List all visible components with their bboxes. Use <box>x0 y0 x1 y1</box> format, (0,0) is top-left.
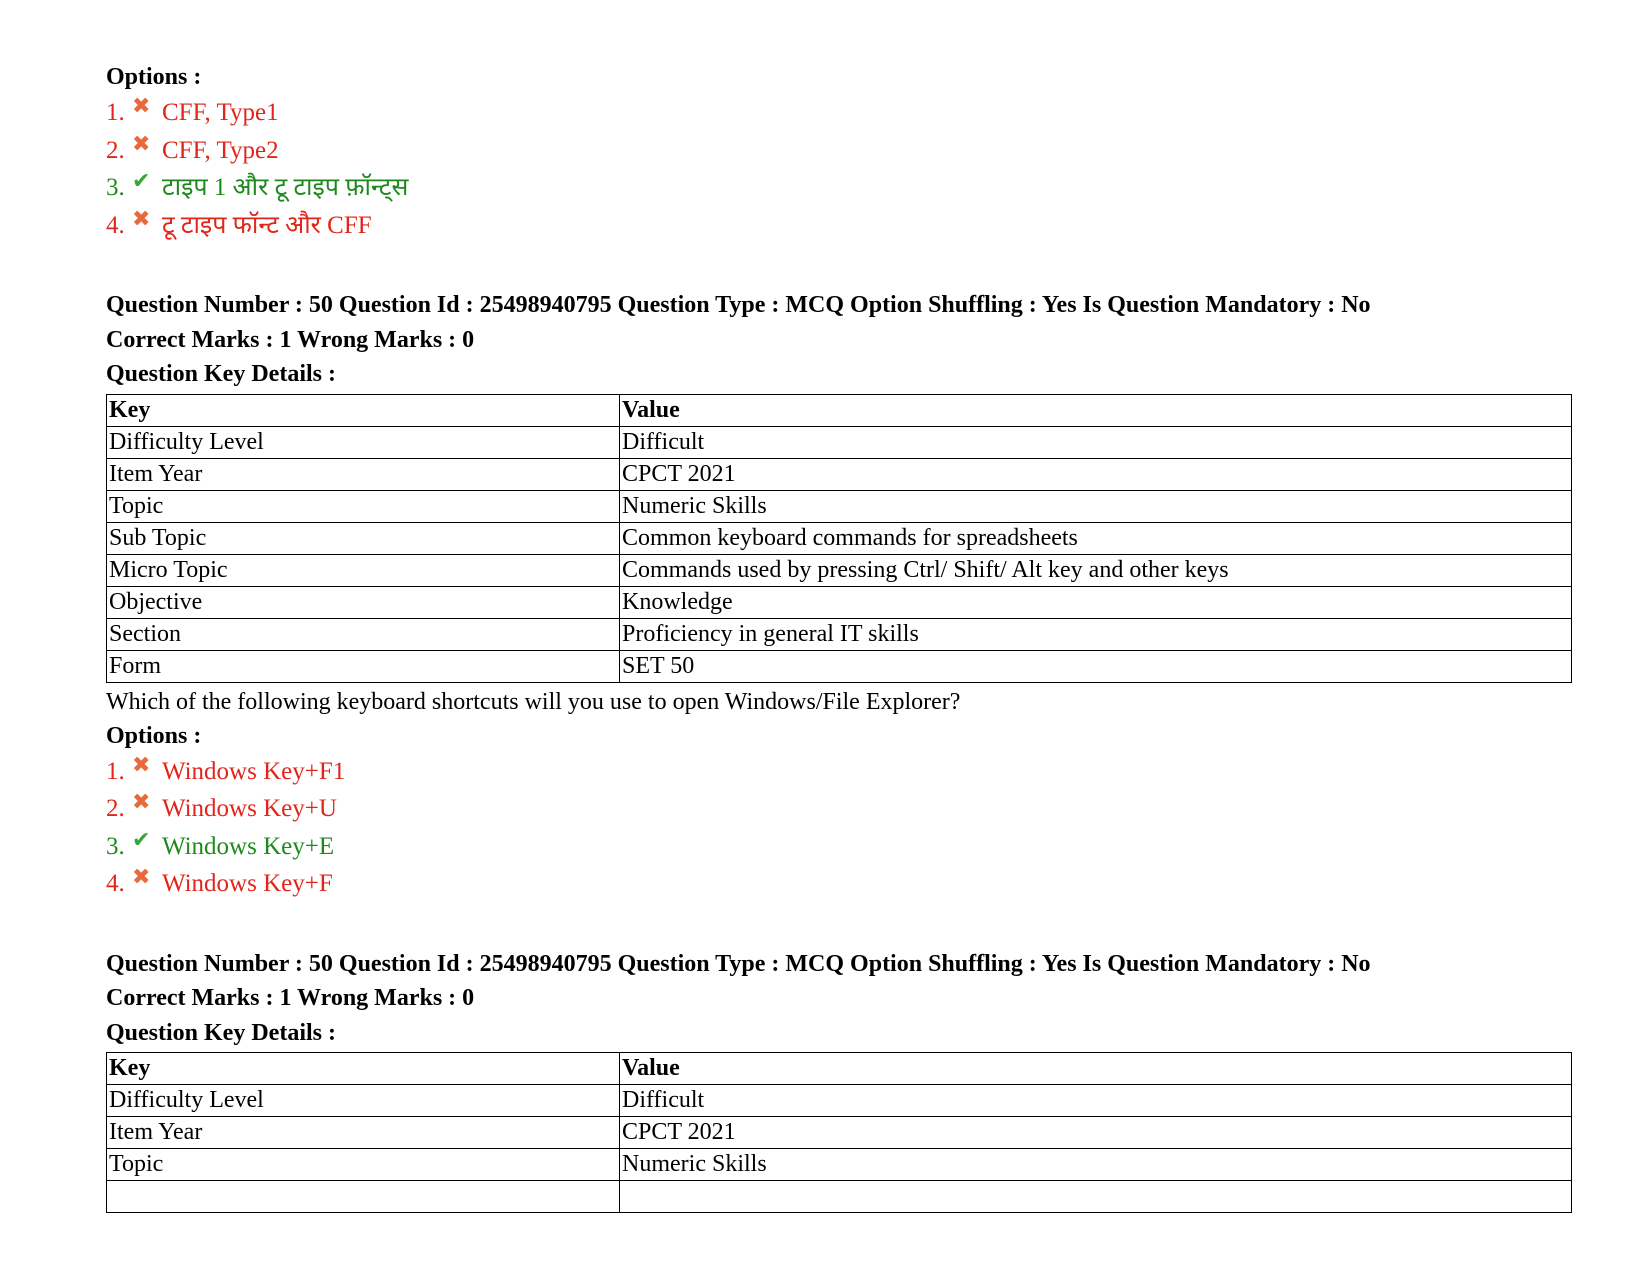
table-cell-key: Objective <box>107 586 620 618</box>
key-details-table <box>106 1052 1572 1213</box>
option-item <box>106 828 1576 866</box>
option-text: Windows Key+F <box>162 870 333 897</box>
key-details-table <box>106 394 1572 683</box>
table-row <box>107 490 1572 522</box>
document-page <box>106 60 1576 1213</box>
table-cell-key: Difficulty Level <box>107 426 620 458</box>
option-text: टाइप 1 और टू टाइप फ़ॉन्ट्स <box>162 174 409 201</box>
option-number: 4. <box>106 211 125 239</box>
option-item <box>106 207 1576 245</box>
cross-mark-icon: ✖ <box>132 205 151 231</box>
key-details-label: Question Key Details : <box>106 1019 336 1046</box>
marks-line: Correct Marks : 1 Wrong Marks : 0 <box>106 985 475 1011</box>
table-row <box>107 426 1572 458</box>
option-number: 4. <box>106 870 125 897</box>
options-label: Options : <box>106 722 202 749</box>
options-label: Options : <box>106 64 202 90</box>
option-number: 2. <box>106 795 125 822</box>
question-text: Which of the following keyboard shortcuts will you use to open Windows/File Explorer? <box>106 688 961 715</box>
option-text: Windows Key+F1 <box>162 757 346 785</box>
table-row <box>107 1085 1572 1117</box>
option-text: CFF, Type2 <box>162 136 279 164</box>
marks-line: Correct Marks : 1 Wrong Marks : 0 <box>106 326 475 353</box>
cross-mark-icon: ✖ <box>132 789 151 814</box>
table-cell-value: SET 50 <box>620 650 1572 682</box>
question-meta-line: Question Number : 50 Question Id : 25498940795 Question Type : MCQ Option Shuffling : Yes Is Question Mandatory : No <box>106 950 1371 977</box>
table-cell-key: Form <box>107 650 620 682</box>
key-details-label: Question Key Details : <box>106 361 336 387</box>
table-header-row <box>107 394 1572 426</box>
table-cell-key: Difficulty Level <box>107 1085 620 1117</box>
option-number: 2. <box>106 136 125 164</box>
table-cell-key: Micro Topic <box>107 554 620 586</box>
table-cell-value: Difficult <box>620 426 1572 458</box>
table-cell-value: Common keyboard commands for spreadsheets <box>620 522 1572 554</box>
option-item <box>106 94 1576 132</box>
table-row <box>107 458 1572 490</box>
table-row <box>107 554 1572 586</box>
cross-mark-icon: ✖ <box>132 864 151 889</box>
table-header-key: Key <box>107 394 620 426</box>
table-cell-value: Commands used by pressing Ctrl/ Shift/ Alt key and other keys <box>620 554 1572 586</box>
table-cell-value: Numeric Skills <box>620 490 1572 522</box>
table-cell-key: Topic <box>107 490 620 522</box>
table-row <box>107 1117 1572 1149</box>
table-cell-value: Proficiency in general IT skills <box>620 618 1572 650</box>
option-item <box>106 865 1576 903</box>
table-row <box>107 586 1572 618</box>
check-mark-icon: ✔ <box>132 168 151 193</box>
table-cell-key: Item Year <box>107 458 620 490</box>
table-cell-value: Numeric Skills <box>620 1149 1572 1181</box>
option-number: 3. <box>106 174 125 201</box>
option-number: 1. <box>106 757 125 785</box>
table-cell-key: Section <box>107 618 620 650</box>
option-item <box>106 169 1576 207</box>
option-item <box>106 753 1576 791</box>
question-block <box>106 288 1576 903</box>
table-header-value: Value <box>620 1053 1572 1085</box>
option-text: टू टाइप फॉन्ट और CFF <box>162 211 372 239</box>
options-list <box>106 753 1576 903</box>
option-item <box>106 132 1576 170</box>
table-cell-key <box>107 1181 620 1213</box>
table-row-cutoff <box>107 1181 1572 1213</box>
table-row <box>107 650 1572 682</box>
option-text: Windows Key+E <box>162 832 335 860</box>
option-number: 1. <box>106 99 125 126</box>
option-number: 3. <box>106 832 125 860</box>
table-cell-key: Topic <box>107 1149 620 1181</box>
table-cell-key: Sub Topic <box>107 522 620 554</box>
cross-mark-icon: ✖ <box>132 130 151 156</box>
table-header-row <box>107 1053 1572 1085</box>
option-item <box>106 790 1576 828</box>
table-header-value: Value <box>620 394 1572 426</box>
table-cell-key: Item Year <box>107 1117 620 1149</box>
table-cell-value: CPCT 2021 <box>620 458 1572 490</box>
option-text: Windows Key+U <box>162 795 337 822</box>
check-mark-icon: ✔ <box>132 826 151 852</box>
option-text: CFF, Type1 <box>162 99 279 126</box>
table-header-key: Key <box>107 1053 620 1085</box>
cross-mark-icon: ✖ <box>132 751 151 777</box>
table-cell-value: CPCT 2021 <box>620 1117 1572 1149</box>
table-cell-value <box>620 1181 1572 1213</box>
table-cell-value: Knowledge <box>620 586 1572 618</box>
table-row <box>107 1149 1572 1181</box>
table-cell-value: Difficult <box>620 1085 1572 1117</box>
options-list-prev <box>106 94 1576 244</box>
table-row <box>107 522 1572 554</box>
question-block <box>106 947 1576 1214</box>
question-meta-line: Question Number : 50 Question Id : 25498940795 Question Type : MCQ Option Shuffling : Yes Is Question Mandatory : No <box>106 292 1371 318</box>
cross-mark-icon: ✖ <box>132 93 151 118</box>
table-row <box>107 618 1572 650</box>
